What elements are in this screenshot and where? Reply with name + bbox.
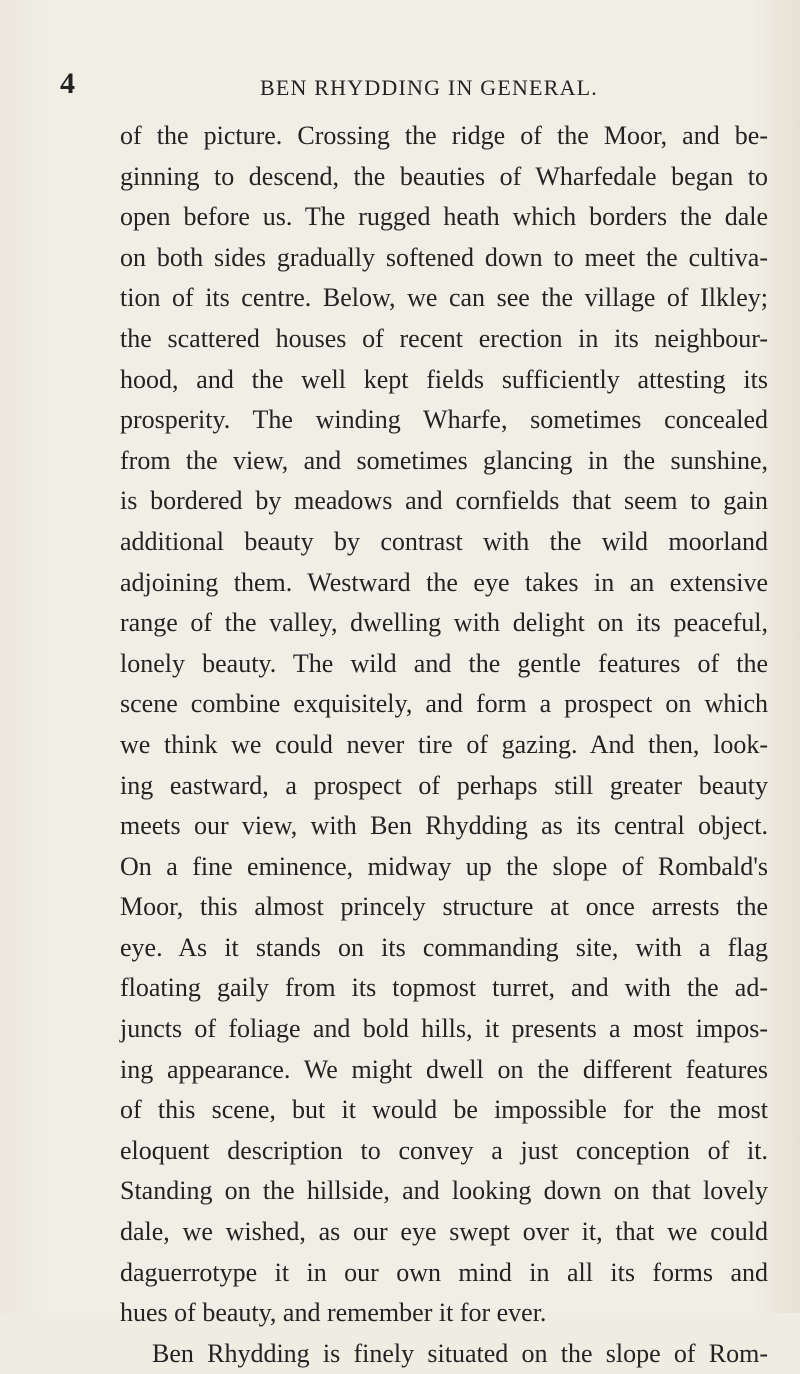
text-line: hood, and the well kept fields sufficiently attesting its — [120, 364, 768, 394]
text-line: of the picture. Crossing the ridge of the Moor, and be- — [120, 121, 768, 150]
text-line: dale, we wished, as our eye swept over it, that we could — [120, 1217, 768, 1247]
text-line: Moor, this almost princely structure at once arrests the — [120, 892, 768, 922]
text-line: ing appearance. We might dwell on the different features — [120, 1054, 768, 1084]
text-line: Standing on the hillside, and looking down on that lovely — [120, 1176, 768, 1206]
text-line: scene combine exquisitely, and form a prospect on which — [120, 689, 768, 719]
text-line: On a fine eminence, midway up the slope of Rombald's — [120, 851, 768, 881]
text-line: eye. As it stands on its commanding site, with a flag — [120, 932, 768, 962]
page-number: 4 — [60, 67, 75, 100]
text-line: from the view, and sometimes glancing in the sunshine, — [120, 445, 768, 475]
text-line: of this scene, but it would be impossible for the most — [120, 1095, 768, 1125]
text-line: on both sides gradually softened down to meet the cultiva- — [120, 242, 768, 272]
text-line: hues of beauty, and remember it for ever. — [120, 1298, 547, 1328]
text-line: additional beauty by contrast with the wild moorland — [120, 526, 768, 556]
text-line: lonely beauty. The wild and the gentle features of the — [120, 648, 768, 678]
text-line: floating gaily from its topmost turret, and with the ad- — [120, 973, 768, 1003]
text-line: ing eastward, a prospect of perhaps still greater beauty — [120, 770, 768, 800]
text-line: daguerrotype it in our own mind in all its forms and — [120, 1257, 768, 1287]
text-line: we think we could never tire of gazing. And then, look- — [120, 729, 768, 759]
text-line: juncts of foliage and bold hills, it presents a most impos- — [120, 1014, 768, 1044]
text-line: meets our view, with Ben Rhydding as its central object. — [120, 811, 768, 841]
text-line: adjoining them. Westward the eye takes in an extensive — [120, 567, 768, 597]
running-header — [48, 64, 708, 104]
text-line: open before us. The rugged heath which borders the dale — [120, 202, 768, 232]
text-line: prosperity. The winding Wharfe, sometimes concealed — [120, 405, 768, 435]
text-line: eloquent description to convey a just conception of it. — [120, 1135, 768, 1165]
text-line: tion of its centre. Below, we can see the village of Ilkley; — [120, 283, 768, 313]
text-line: the scattered houses of recent erection in its neighbour- — [120, 323, 768, 353]
body-text — [120, 116, 768, 1374]
text-line: is bordered by meadows and cornfields that seem to gain — [120, 486, 768, 516]
text-line: ginning to descend, the beauties of Wharfedale began to — [120, 161, 768, 191]
running-title: BEN RHYDDING IN GENERAL. — [260, 75, 598, 100]
text-line: range of the valley, dwelling with delight on its peaceful, — [120, 608, 768, 638]
text-line: Ben Rhydding is finely situated on the slope of Rom- — [152, 1338, 768, 1368]
